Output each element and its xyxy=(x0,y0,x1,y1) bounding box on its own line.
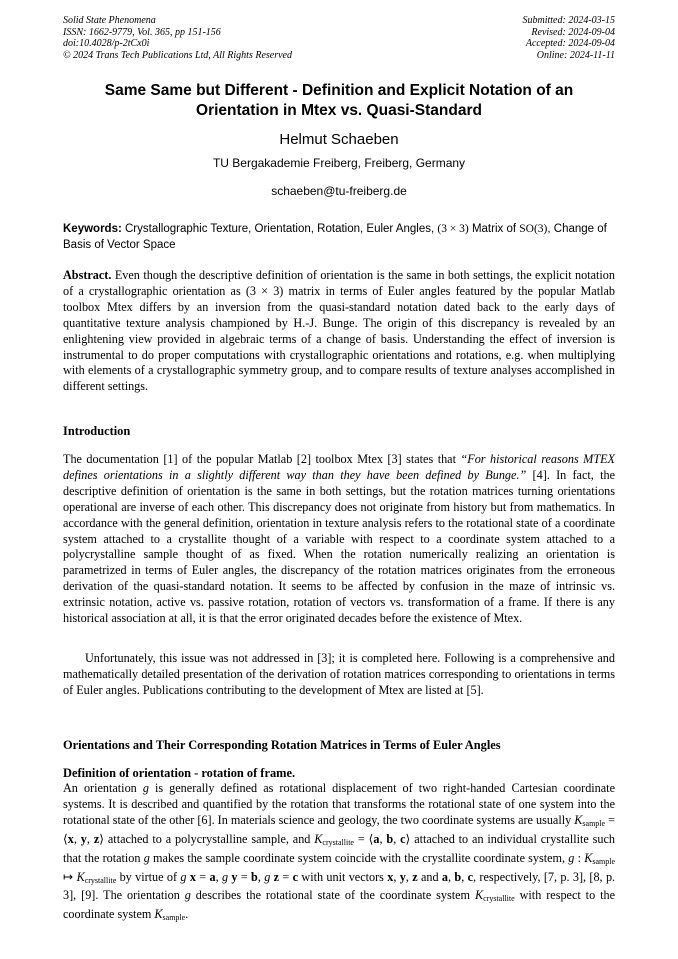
math-eq: = xyxy=(237,869,252,884)
journal-name: Solid State Phenomena xyxy=(63,15,156,26)
math-sub-sample: sample xyxy=(582,818,606,828)
keywords-text-a: Crystallographic Texture, Orientation, Rotation, Euler Angles, xyxy=(121,223,438,235)
math-K: K xyxy=(584,850,593,865)
def-text: , xyxy=(215,869,222,884)
math-comma: , xyxy=(86,831,94,846)
copyright-line: © 2024 Trans Tech Publications Ltd, All Rights Reserved xyxy=(63,49,292,61)
def-text: by virtue of xyxy=(116,869,181,884)
math-eq: = xyxy=(279,869,293,884)
math-sub-crystallite: crystallite xyxy=(322,837,354,847)
math-colon: : xyxy=(574,850,585,865)
author-name: Helmut Schaeben xyxy=(279,131,399,148)
math-comma: , xyxy=(73,831,81,846)
math-comma: , xyxy=(405,869,413,884)
def-text: describes the rotational state of the coordinate system xyxy=(190,888,475,903)
math-K: K xyxy=(474,888,484,903)
def-text: with unit vectors xyxy=(298,869,388,884)
math-z: z xyxy=(412,869,418,884)
journal-header-left xyxy=(63,15,292,61)
math-x: x xyxy=(387,869,394,884)
math-comma: , xyxy=(393,831,401,846)
def-text: An orientation xyxy=(63,781,143,795)
introduction-paragraph-2: Unfortunately, this issue was not addressed in [3]; it is completed here. Following is a comprehensive and mathematically detailed presentation of the derivation of rotation matrices corresponding to orientations in terms of Euler angles. Publications contributing to the development of Mtex are listed at [5]. xyxy=(63,651,615,697)
abstract xyxy=(63,268,615,395)
math-a: a xyxy=(373,831,380,846)
math-langle: ⟨ xyxy=(368,831,374,846)
paper-title xyxy=(63,81,615,121)
introduction-heading: Introduction xyxy=(63,424,131,438)
def-text: makes the sample coordinate system coincide with the crystallite coordinate system, xyxy=(149,850,569,865)
math-g: g xyxy=(568,850,575,865)
doi-line[interactable]: doi:10.4028/p-2tCx0i xyxy=(63,38,150,49)
introduction-paragraph-1 xyxy=(63,452,615,627)
affiliation: TU Bergakademie Freiberg, Freiberg, Germany xyxy=(212,156,466,170)
online-date: Online: 2024-11-11 xyxy=(536,49,615,61)
math-K: K xyxy=(574,812,583,827)
submitted-date: Submitted: 2024-03-15 xyxy=(522,15,615,26)
accepted-date: Accepted: 2024-09-04 xyxy=(525,38,615,49)
math-sub-sample: sample xyxy=(592,856,615,866)
abstract-text-b: matrix in terms of Euler angles featured by the popular Matlab toolbox Mtex differs by an inversion from the quasi-standard notation dated back to the early days of quantitative texture analysis championed by H.-J. Bunge. The origin of this discrepancy is revealed by an enlightening view provided in algebraic terms of a change of basis. Understanding the effect of inversion is instrumental to do proper computations with crystallographic orientations and rotations, e.g. when multiplying with elements of a crystallographic symmetry group, and to compare results of texture analyses accomplished in different settings. xyxy=(63,283,615,394)
math-comma: , xyxy=(379,831,387,846)
keywords-math-b: SO(3) xyxy=(519,223,548,235)
revised-date: Revised: 2024-09-04 xyxy=(531,26,615,38)
definition-paragraph: An orientation g is generally defined as rotational displacement of two right-handed Cartesian coordinate systems. It is described and quantified by the rotation that transforms the rotational state of one system into the rotational state of the other [6]. In materials science and geology, the two coordinate systems are usually $K_{sample}$ = ⟨x, y, z⟩ attached to a polycrystalline sample, and $K_{crystallite}$ = ⟨a, b, c⟩ attached to an individual crystallite such that the rotation g makes the sample coordinate system coincide with the crystallite coordinate system, g : $K_{sample}$ ↦ $K_{crystallite}$ by virtue of g x = a, g y = b, g z = c with unit vectors x, y, z and a, b, c, respectively, [7, p. 3], [8, p. 3], [9]. The orientation g describes the rotational state of the coordinate system $K_{crystallite}$ with respect to the coordinate system $K_{sample}$. xyxy=(63,781,616,923)
math-c: c xyxy=(400,831,406,846)
abstract-label: Abstract. xyxy=(63,268,112,282)
abstract-text-a: Even though the descriptive definition of orientation is the same in both settings, the explicit notation of a crystallographic orientation as xyxy=(63,268,615,298)
keywords xyxy=(63,222,615,253)
math-comma: , xyxy=(461,869,468,884)
math-x: x xyxy=(189,869,196,884)
math-b: b xyxy=(251,869,258,884)
math-g: g xyxy=(184,888,191,903)
title-line-2: Orientation in Mtex vs. Quasi-Standard xyxy=(196,102,482,119)
math-eq: = xyxy=(353,831,369,846)
math-a: a xyxy=(209,869,216,884)
keywords-text-b: Matrix of xyxy=(468,223,520,235)
journal-header-right xyxy=(523,15,616,61)
def-text: is generally defined as rotational displacement of two right-handed Cartesian coordinate systems. It is described and quantified by the rotation that transforms the rotational state of one system into the rotational state of the other [6]. In materials science and geology, the two coordinate systems are usually xyxy=(63,781,615,827)
math-c: c xyxy=(467,869,473,884)
math-comma: , xyxy=(448,869,455,884)
math-z: z xyxy=(93,831,100,846)
issn-line: ISSN: 1662-9779, Vol. 365, pp 151-156 xyxy=(63,26,221,38)
keywords-text-c: , Change of Basis of Vector Space xyxy=(63,223,607,251)
def-text: with respect to the coordinate system xyxy=(63,888,616,922)
def-text: . xyxy=(185,907,189,922)
def-text: attached to an individual crystallite such that the rotation xyxy=(63,831,616,865)
intro-p1-text-a: The documentation [1] of the popular Matlab [2] toolbox Mtex [3] states that xyxy=(63,452,461,466)
math-y: y xyxy=(80,831,87,846)
math-g: g xyxy=(142,781,149,795)
math-g: g xyxy=(143,850,150,865)
math-comma: , xyxy=(393,869,400,884)
math-langle: ⟨ xyxy=(63,831,68,846)
math-sub-crystallite: crystallite xyxy=(483,894,515,904)
math-g: g xyxy=(264,869,271,884)
keywords-label: Keywords: xyxy=(63,223,122,235)
def-text: , xyxy=(257,869,265,884)
math-c: c xyxy=(292,869,299,884)
math-z: z xyxy=(273,869,280,884)
math-K: K xyxy=(76,869,85,884)
def-text: , respectively, [7, p. 3], [8, p. 3], [9]. The orientation xyxy=(63,869,616,903)
intro-p1-quote: “For historical reasons MTEX defines orientations in a slightly different way than they have been defined by Bunge.” xyxy=(63,452,615,482)
math-eq: = xyxy=(605,812,615,827)
math-x: x xyxy=(67,831,74,846)
math-rangle: ⟩ xyxy=(405,831,411,846)
math-K: K xyxy=(314,831,323,846)
intro-p1-text-b: [4]. In fact, the descriptive definition of orientation is the same in both settings, but the rotation matrices turning orientations operational are inverse of each other. This discrepancy does not originate from history but from mathematics. In accordance with the general definition, orientation in texture analysis refers to the rotational state of a coordinate system attached to a crystallite thought of a variable with respect to a coordinate system attached to a polycrystalline sample thought of as fixed. When the rotation numerically realizing an orientation is parametrized in terms of Euler angles, the discrepancy of the rotation matrices originates from the erroneous derivation of the quasi-standard notation. It seems to be affected by confusion in the maze of intrinsic vs. extrinsic notation, active vs. passive rotation, rotation of vectors vs. transformation of a frame. If there is any historical association at all, it is that the error originated decades before the existence of Mtex. xyxy=(63,467,615,626)
math-b: b xyxy=(454,869,462,884)
abstract-math-a: (3 × 3) xyxy=(245,283,284,298)
title-line-1: Same Same but Different - Definition and Explicit Notation of an xyxy=(104,82,574,99)
def-text: attached to a polycrystalline sample, and xyxy=(104,831,315,846)
math-K: K xyxy=(154,907,163,922)
math-eq: = xyxy=(195,869,210,884)
math-a: a xyxy=(441,869,449,884)
math-sub-crystallite: crystallite xyxy=(84,875,117,885)
math-mapsto: ↦ xyxy=(63,869,77,884)
math-g: g xyxy=(221,869,229,884)
section-heading-orientations: Orientations and Their Corresponding Rotation Matrices in Terms of Euler Angles xyxy=(63,738,501,752)
author-email[interactable]: schaeben@tu-freiberg.de xyxy=(271,184,407,198)
subsection-heading-definition: Definition of orientation - rotation of frame. xyxy=(63,766,296,780)
math-g: g xyxy=(180,869,187,884)
keywords-math-a: (3 × 3) xyxy=(437,223,469,235)
math-y: y xyxy=(231,869,238,884)
math-b: b xyxy=(386,831,394,846)
math-y: y xyxy=(399,869,406,884)
math-sub-sample: sample xyxy=(162,913,186,923)
math-rangle: ⟩ xyxy=(99,831,105,846)
